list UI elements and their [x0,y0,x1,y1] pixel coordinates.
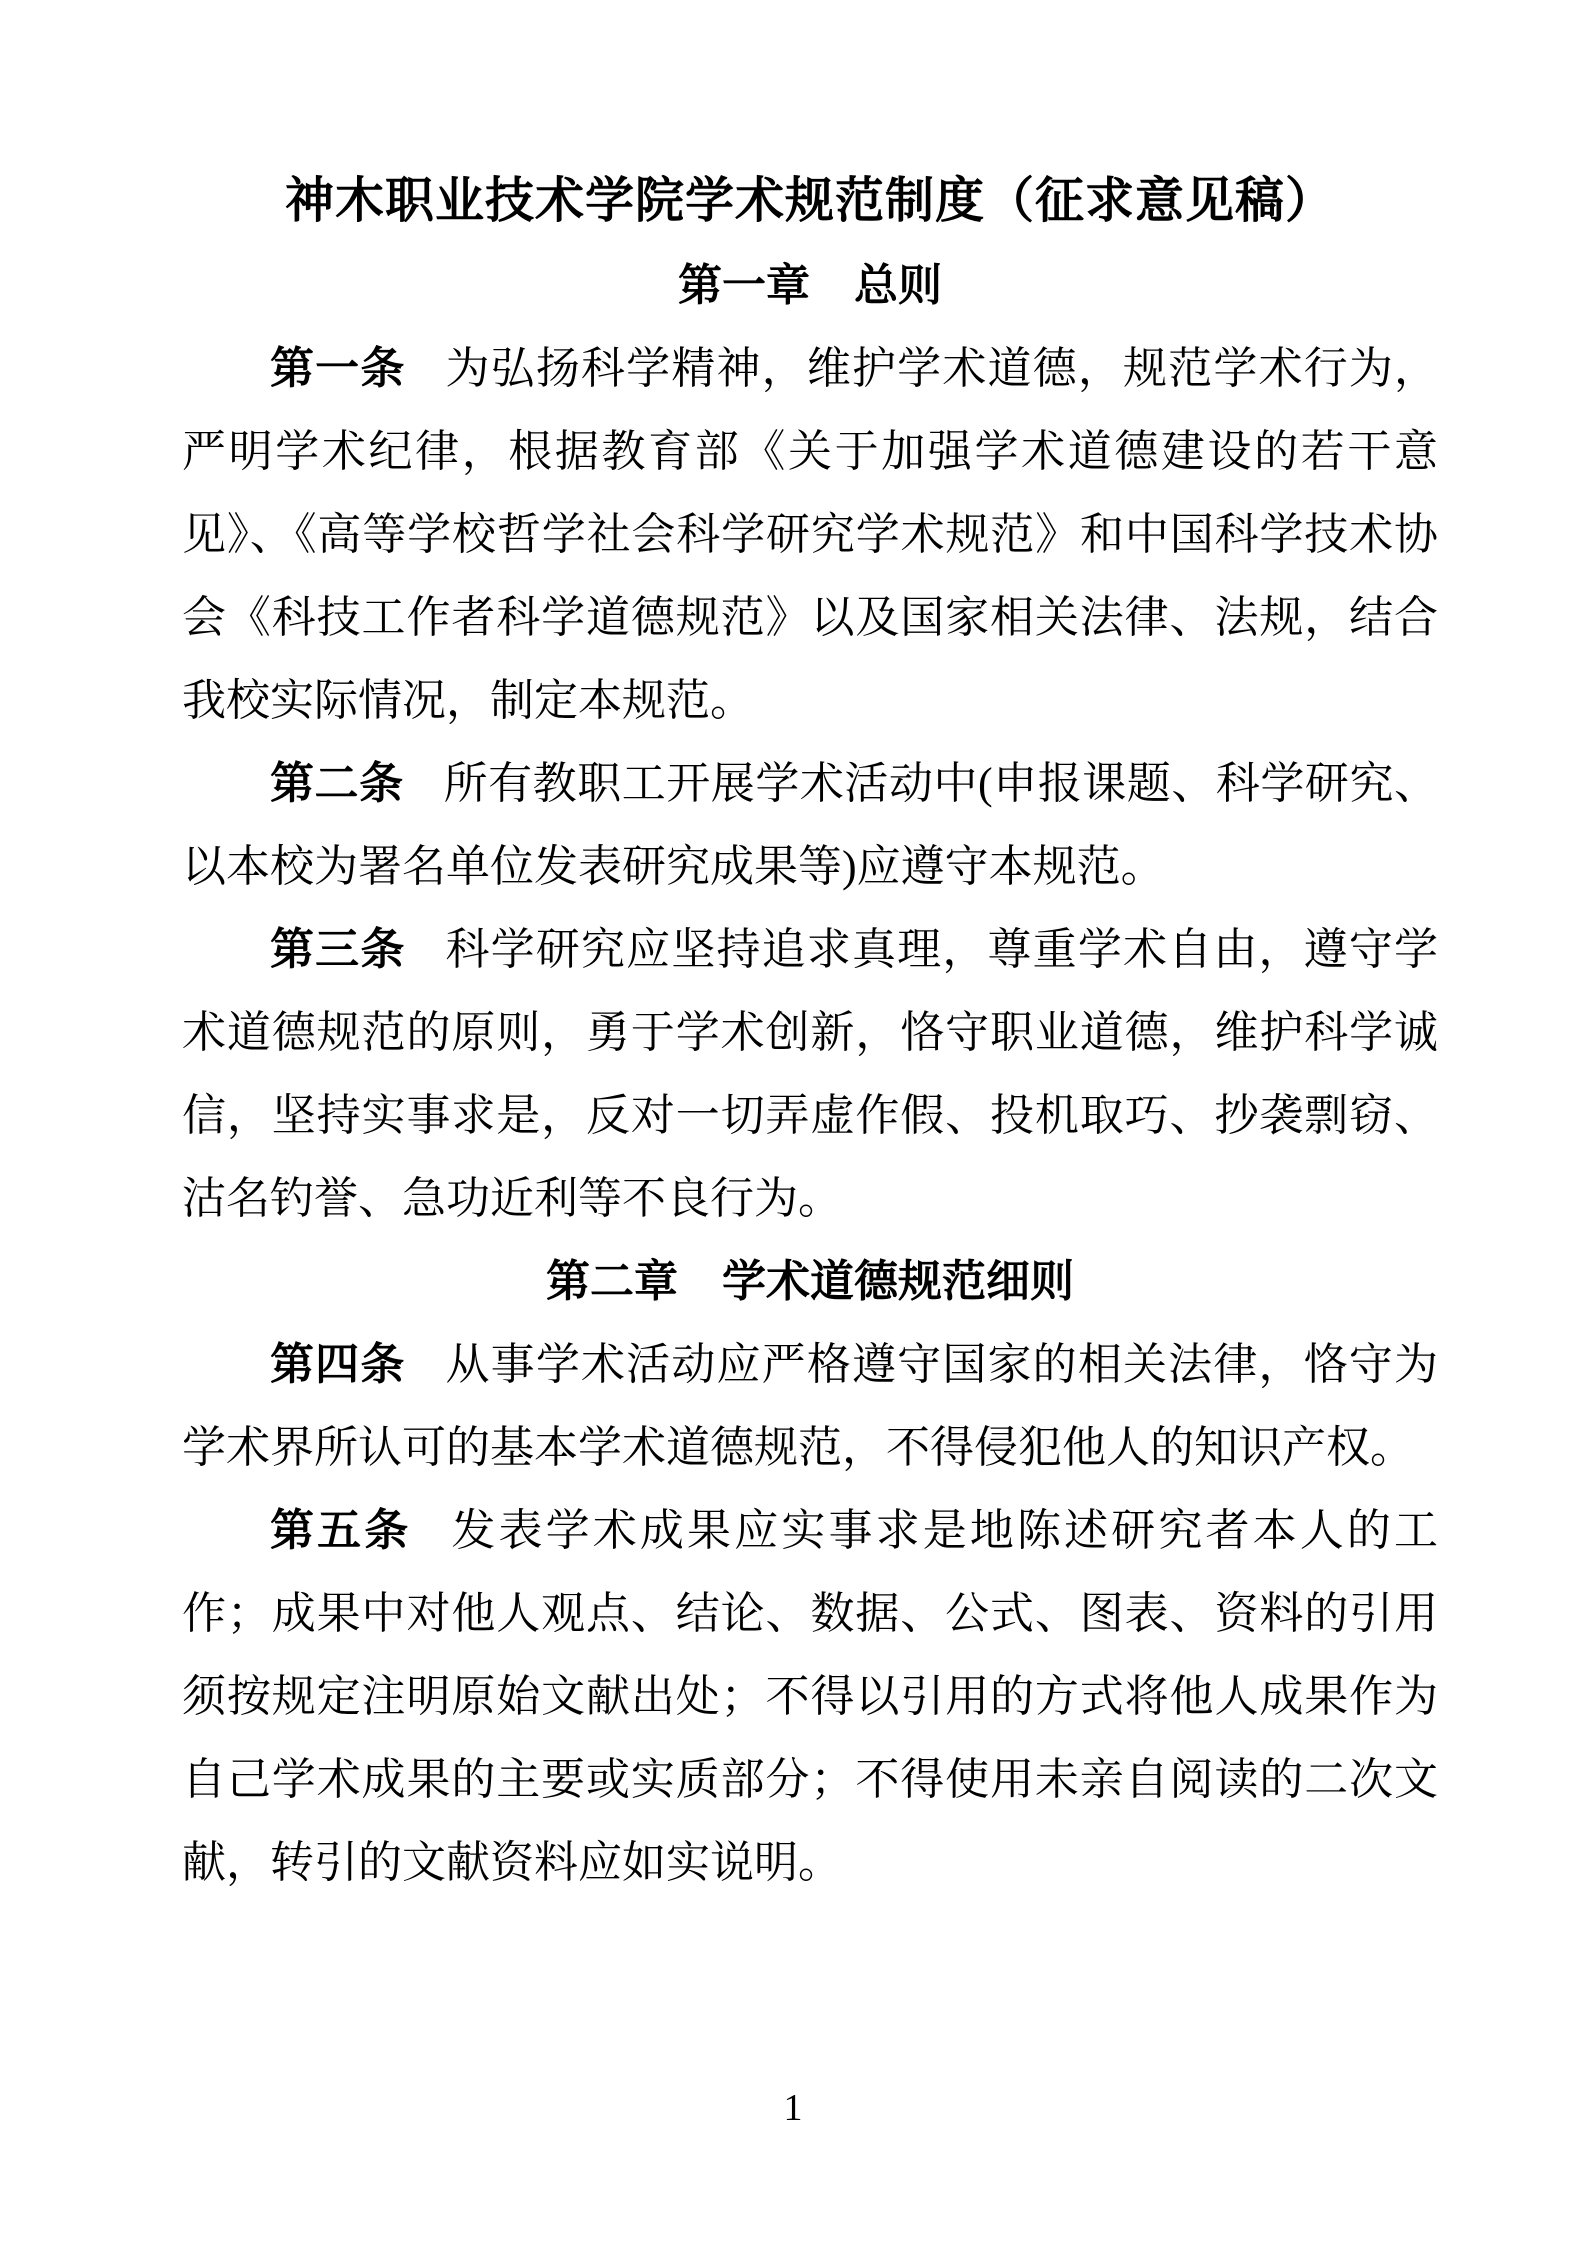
article-3-text: 科学研究应坚持追求真理，尊重学术自由，遵守学术道德规范的原则，勇于学术创新，恪守职业道德，维护科学诚信，坚持实事求是，反对一切弄虚作假、投机取巧、抄袭剽窃、沽名钓誉、急功近利等不良行为。 [182,925,1438,1223]
document-title: 神木职业技术学院学术规范制度（征求意见稿） [284,173,1335,228]
article-4-label: 第四条 [270,1340,406,1389]
chapter-1-heading: 第一章 总则 [678,261,942,310]
page-number: 1 [783,2087,803,2129]
article-4 [182,1323,1438,1489]
article-4-text: 从事学术活动应严格遵守国家的相关法律，恪守为学术界所认可的基本学术道德规范，不得侵犯他人的知识产权。 [182,1340,1438,1472]
article-5 [182,1489,1438,1904]
article-1-text: 为弘扬科学精神，维护学术道德，规范学术行为，严明学术纪律，根据教育部《关于加强学术道德建设的若干意见》、《高等学校哲学社会科学研究学术规范》和中国科学技术协会《科技工作者科学道德规范》以及国家相关法律、法规，结合我校实际情况，制定本规范。 [182,344,1438,725]
chapter-2-heading: 第二章 学术道德规范细则 [546,1257,1074,1306]
article-2 [182,742,1438,908]
article-3 [182,908,1438,1240]
article-5-text: 发表学术成果应实事求是地陈述研究者本人的工作；成果中对他人观点、结论、数据、公式、图表、资料的引用须按规定注明原始文献出处；不得以引用的方式将他人成果作为自己学术成果的主要或实质部分；不得使用未亲自阅读的二次文献，转引的文献资料应如实说明。 [182,1506,1439,1887]
article-5-label: 第五条 [270,1506,412,1555]
article-1 [182,327,1438,742]
article-2-label: 第二条 [270,759,404,808]
article-1-label: 第一条 [270,344,406,393]
article-3-label: 第三条 [270,925,406,974]
article-2-text: 所有教职工开展学术活动中(申报课题、科学研究、以本校为署名单位发表研究成果等)应遵守本规范。 [182,759,1439,891]
